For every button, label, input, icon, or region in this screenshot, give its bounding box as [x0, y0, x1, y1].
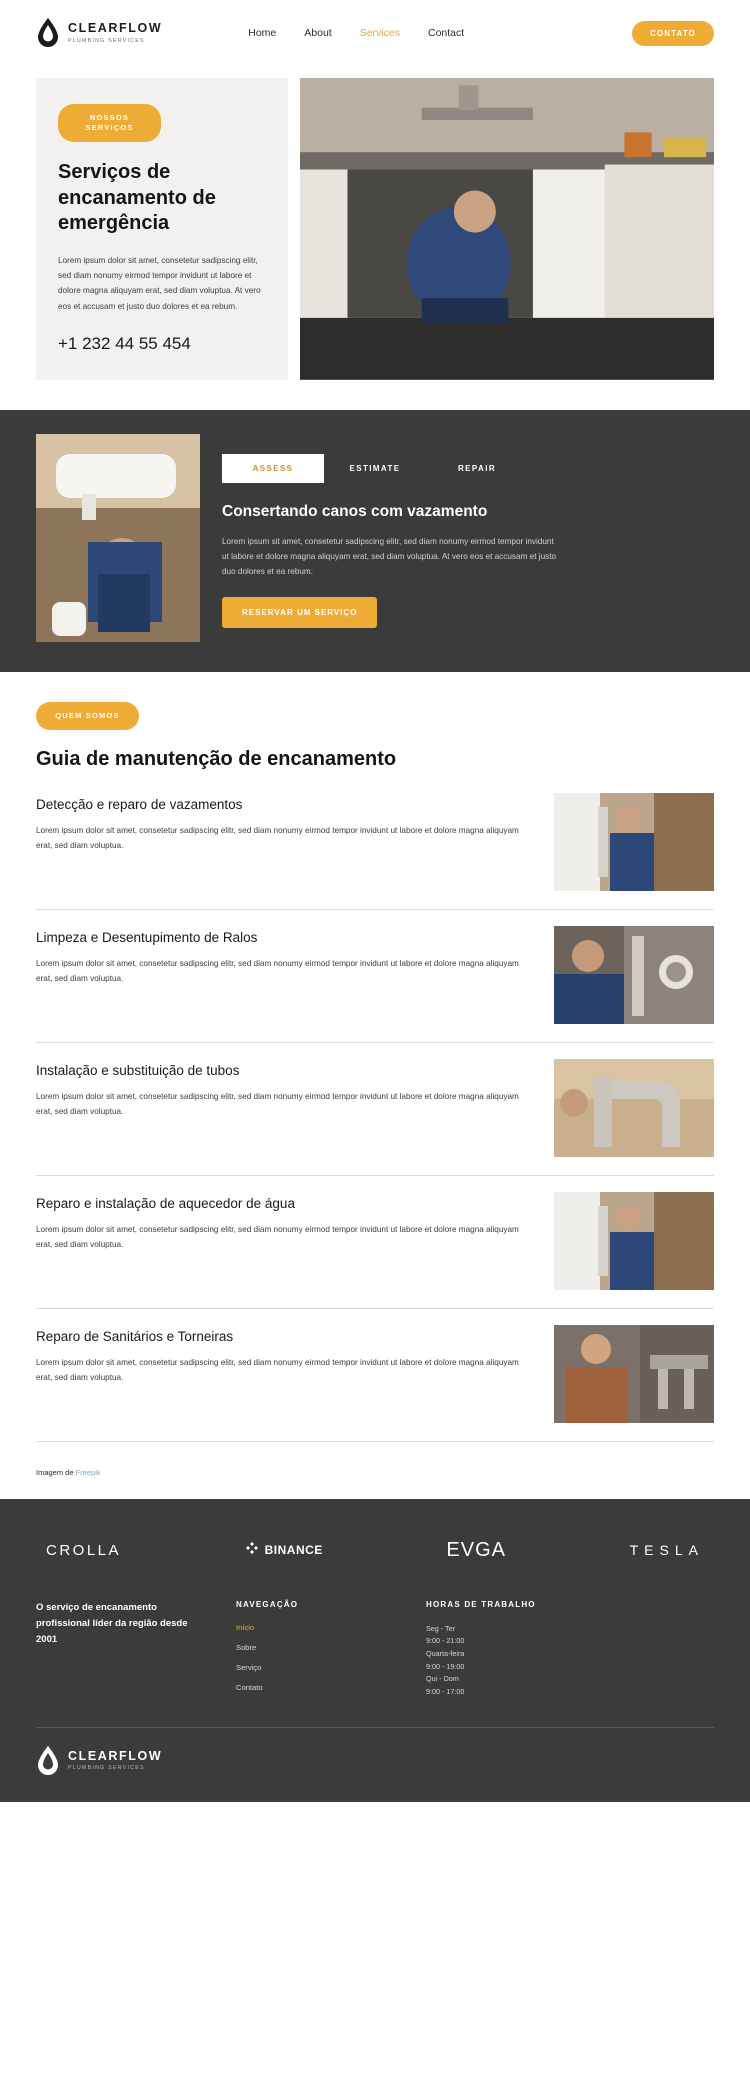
logo-name: CLEARFLOW: [68, 21, 163, 36]
guide-item-image: [554, 1059, 714, 1157]
footer-link-contato[interactable]: Contato: [236, 1682, 263, 1692]
guide-item-heading: Instalação e substituição de tubos: [36, 1062, 240, 1078]
hero-title: Serviços de encanamento de emergência: [58, 161, 216, 235]
footer-link-inicio[interactable]: Início: [236, 1622, 255, 1632]
site-footer: [0, 1499, 750, 1802]
tab-assess[interactable]: ASSESS: [222, 454, 324, 483]
band-title: Consertando canos com vazamento: [222, 502, 488, 520]
footer-tagline-column: [36, 1600, 236, 1703]
nav-item-contact[interactable]: Contact: [427, 27, 465, 39]
guide-item-heading: Detecção e reparo de vazamentos: [36, 796, 243, 812]
credit-prefix: Imagem de: [36, 1467, 76, 1477]
guide-item-image: [554, 1192, 714, 1290]
guide-list: [36, 793, 714, 1442]
guide-title: Guia de manutenção de encanamento: [36, 747, 397, 770]
guide-item-image: [554, 1325, 714, 1423]
hours-line: Quarta-feira: [426, 1649, 465, 1659]
band-content: [222, 434, 714, 642]
water-drop-icon: [36, 18, 60, 48]
list-item[interactable]: [36, 793, 714, 910]
guide-item-paragraph: Lorem ipsum dolor sit amet, consetetur sadipscing elitr, sed diam nonumy eirmod tempor invidunt ut labore et dolore magna aliquyam erat, sed diam voluptua.: [36, 958, 519, 984]
brand-crolla: CROLLA: [46, 1541, 122, 1559]
guide-item-heading: Reparo e instalação de aquecedor de água: [36, 1195, 295, 1211]
footer-link-sobre[interactable]: Sobre: [236, 1642, 257, 1652]
hero-badge: NOSSOS SERVIÇOS: [58, 104, 161, 142]
footer-hours-column: [426, 1600, 714, 1703]
nav-item-home[interactable]: Home: [248, 27, 277, 39]
guide-item-text: [36, 1325, 534, 1385]
brand-logos: [36, 1533, 714, 1596]
hours-line: Qui - Dom: [426, 1674, 459, 1684]
guide-item-image: [554, 926, 714, 1024]
main-navigation: [248, 27, 464, 39]
band-paragraph: Lorem ipsum sit amet, consetetur sadipscing elitr, sed diam nonumy eirmod tempor invidunt ut labore et dolore magna aliquyam erat, sed diam voluptua. At vero eos et accusam et justo duo dolores et ea rebum.: [222, 536, 557, 577]
list-item[interactable]: [36, 1325, 714, 1442]
credit-link[interactable]: Freepik: [75, 1467, 101, 1477]
guide-badge: QUEM SOMOS: [36, 702, 139, 730]
footer-logo[interactable]: [36, 1746, 714, 1776]
nav-item-about[interactable]: About: [304, 27, 332, 39]
water-drop-icon: [36, 1746, 60, 1776]
nav-item-services[interactable]: Services: [359, 27, 400, 39]
footer-columns: [36, 1596, 714, 1703]
hero-phone-number[interactable]: +1 232 44 55 454: [58, 333, 191, 353]
guide-item-paragraph: Lorem ipsum dolor sit amet, consetetur sadipscing elitr, sed diam nonumy eirmod tempor invidunt ut labore et dolore magna aliquyam erat, sed diam voluptua.: [36, 825, 519, 851]
guide-item-text: [36, 793, 534, 853]
footer-hours-heading: HORAS DE TRABALHO: [426, 1599, 536, 1609]
service-band: [0, 410, 750, 672]
guide-item-heading: Limpeza e Desentupimento de Ralos: [36, 929, 258, 945]
footer-logo-name: CLEARFLOW: [68, 1749, 163, 1764]
hours-line: 9:00 - 21:00: [426, 1636, 465, 1646]
footer-link-servico[interactable]: Serviço: [236, 1662, 262, 1672]
brand-tesla: TESLA: [629, 1542, 704, 1559]
band-image: [36, 434, 200, 642]
tab-repair[interactable]: REPAIR: [426, 454, 528, 483]
guide-item-heading: Reparo de Sanitários e Torneiras: [36, 1328, 234, 1344]
guide-section: [0, 672, 750, 1499]
footer-tagline: O serviço de encanamento profissional líder da região desde 2001: [36, 1601, 188, 1646]
list-item[interactable]: [36, 1192, 714, 1309]
hero-section: [0, 66, 750, 410]
binance-diamond-icon: [245, 1542, 259, 1559]
binance-label: BINANCE: [264, 1543, 323, 1558]
footer-divider: [36, 1727, 714, 1728]
site-logo[interactable]: [36, 18, 162, 48]
tab-estimate[interactable]: ESTIMATE: [324, 454, 426, 483]
hero-paragraph: Lorem ipsum dolor sit amet, consetetur sadipscing elitr, sed diam nonumy eirmod tempor invidunt ut labore et dolore magna aliquyam erat, sed diam voluptua. At vero eos et accusam et justo duo dolores et ea rebum.: [58, 256, 261, 311]
service-tabs: [222, 454, 714, 483]
guide-item-text: [36, 1192, 534, 1252]
site-header: [0, 0, 750, 66]
image-credit: [36, 1458, 714, 1499]
book-service-button[interactable]: RESERVAR UM SERVIÇO: [222, 597, 377, 628]
footer-nav-column: [236, 1600, 426, 1703]
footer-nav-heading: NAVEGAÇÃO: [236, 1599, 299, 1609]
brand-evga: EVGA: [446, 1538, 506, 1561]
guide-item-paragraph: Lorem ipsum dolor sit amet, consetetur sadipscing elitr, sed diam nonumy eirmod tempor invidunt ut labore et dolore magna aliquyam erat, sed diam voluptua.: [36, 1224, 519, 1250]
brand-binance: [245, 1542, 323, 1559]
hero-image: [300, 78, 714, 380]
guide-item-paragraph: Lorem ipsum dolor sit amet, consetetur sadipscing elitr, sed diam nonumy eirmod tempor invidunt ut labore et dolore magna aliquyam erat, sed diam voluptua.: [36, 1357, 519, 1383]
list-item[interactable]: [36, 1059, 714, 1176]
hours-line: 9:00 - 19:00: [426, 1661, 465, 1671]
hours-line: 9:00 - 17:00: [426, 1686, 465, 1696]
guide-item-image: [554, 793, 714, 891]
hours-line: Seg - Ter: [426, 1623, 456, 1633]
list-item[interactable]: [36, 926, 714, 1043]
footer-logo-subtitle: PLUMBING SERVICES: [68, 1765, 145, 1772]
logo-subtitle: PLUMBING SERVICES: [68, 37, 145, 44]
guide-item-text: [36, 926, 534, 986]
contact-button[interactable]: CONTATO: [632, 21, 714, 46]
guide-item-paragraph: Lorem ipsum dolor sit amet, consetetur sadipscing elitr, sed diam nonumy eirmod tempor invidunt ut labore et dolore magna aliquyam erat, sed diam voluptua.: [36, 1091, 519, 1117]
guide-item-text: [36, 1059, 534, 1119]
hero-text-panel: [36, 78, 288, 380]
